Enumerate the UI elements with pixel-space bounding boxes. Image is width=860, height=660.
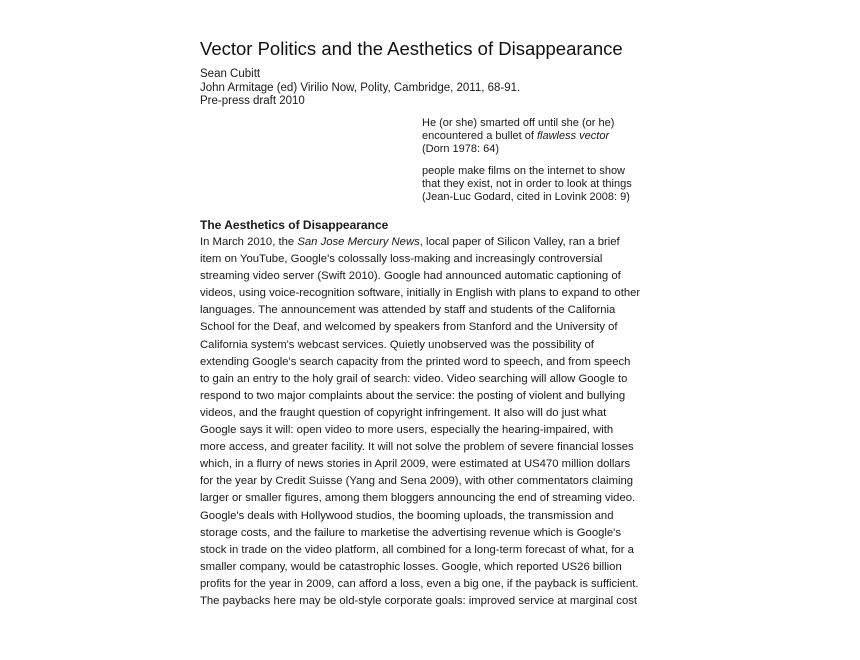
body-line: stock in trade on the video platform, all combined for a long-term forecast of what, for a bbox=[200, 543, 634, 556]
epigraph-citation: (Dorn 1978: 64) bbox=[422, 143, 500, 155]
body-line: larger or smaller figures, among them bloggers announcing the end of streaming video. bbox=[200, 492, 636, 505]
body-line: Google says it will: open video to more users, especially the hearing-impaired, with bbox=[200, 424, 614, 437]
body-paragraph bbox=[200, 234, 640, 610]
body-text-run: In March 2010, the bbox=[200, 236, 298, 248]
source-citation: John Armitage (ed) Virilio Now, Polity, Cambridge, 2011, 68-91. bbox=[200, 81, 521, 94]
body-line: videos, and the fraught question of copyright infringement. It also will do just what bbox=[200, 406, 607, 419]
body-line: languages. The announcement was attended by staff and students of the California bbox=[200, 304, 616, 317]
epigraph-line: He (or she) smarted off until she (or he) bbox=[422, 117, 615, 129]
body-line: for the year by Credit Suisse (Yang and Sena 2009), with other commentators claiming bbox=[200, 475, 634, 488]
epigraph-line: people make films on the internet to show bbox=[422, 165, 626, 177]
body-line: School for the Deaf, and welcomed by speakers from Stanford and the University of bbox=[200, 321, 618, 334]
body-line: respond to two major complaints about the service: the posting of violent and bullying bbox=[200, 389, 626, 402]
body-line: California system's webcast services. Quietly unobserved was the possibility of bbox=[200, 338, 594, 351]
body-line: more access, and greater facility. It will not solve the problem of severe financial losses bbox=[200, 441, 634, 454]
body-line: The paybacks here may be old-style corporate goals: improved service at marginal cost bbox=[200, 594, 638, 607]
epigraph-dorn bbox=[422, 117, 614, 156]
draft-note: Pre-press draft 2010 bbox=[200, 95, 305, 107]
epigraph-godard bbox=[422, 165, 632, 204]
paper-title: Vector Politics and the Aesthetics of Disappearance bbox=[200, 38, 623, 59]
body-line bbox=[200, 234, 640, 251]
body-line: to gain an entry to the holy grail of search: video. Video searching will allow Google to bbox=[200, 372, 628, 385]
body-line: profits for the year in 2009, can afford a loss, even a big one, if the payback is sufficient. bbox=[200, 577, 639, 590]
epigraph-emphasis: flawless vector bbox=[536, 130, 610, 142]
body-line: Google's deals with Hollywood studios, the booming uploads, the transmission and bbox=[200, 509, 614, 522]
body-text-run: , local paper of Silicon Valley, ran a brief bbox=[419, 236, 620, 248]
epigraph-line bbox=[422, 130, 614, 143]
epigraph-citation: (Jean-Luc Godard, cited in Lovink 2008: 9) bbox=[422, 191, 630, 203]
paper-metadata bbox=[200, 68, 520, 109]
body-line: storage costs, and the failure to marketise the advertising revenue which is Google's bbox=[200, 526, 621, 539]
body-line: extending Google's search capacity from the printed word to speech, and from speech bbox=[200, 355, 631, 368]
epigraph-text: encountered a bullet of bbox=[422, 130, 537, 142]
body-line: streaming video server (Swift 2010). Google had announced automatic captioning of bbox=[200, 270, 621, 283]
epigraph-line: that they exist, not in order to look at things bbox=[422, 178, 632, 190]
newspaper-title: San Jose Mercury News bbox=[297, 236, 420, 248]
body-line: which, in a flurry of news stories in April 2009, were estimated at US470 million dollars bbox=[200, 458, 631, 471]
body-line: item on YouTube, Google's colossally loss-making and increasingly controversial bbox=[200, 253, 603, 266]
body-line: smaller company, would be catastrophic losses. Google, which reported US26 billion bbox=[200, 560, 622, 573]
body-line: videos, using voice-recognition software, initially in English with plans to expand to other bbox=[200, 287, 641, 300]
author-name: Sean Cubitt bbox=[200, 68, 261, 80]
section-heading: The Aesthetics of Disappearance bbox=[200, 218, 389, 232]
